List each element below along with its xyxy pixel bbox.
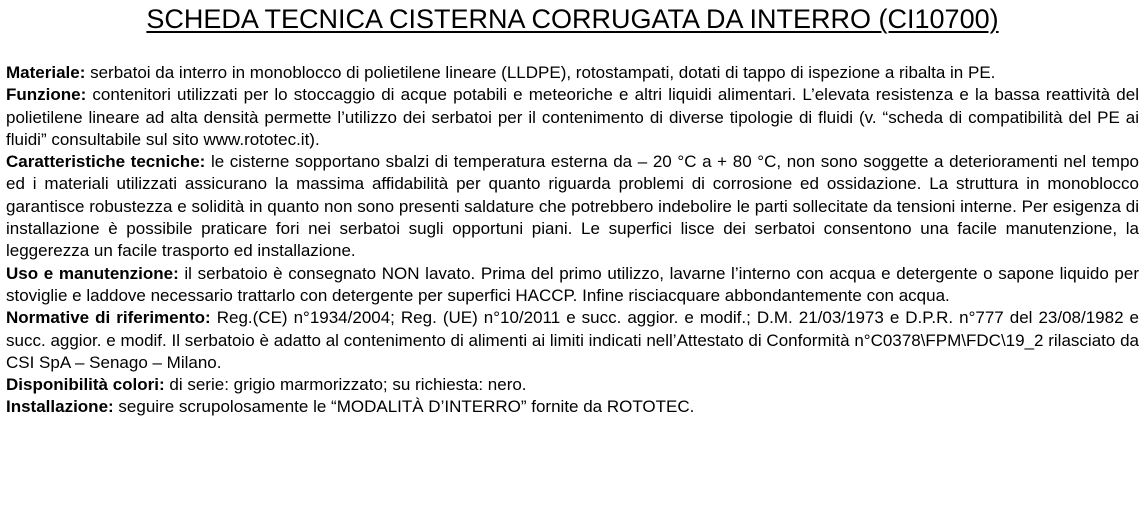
- section-label: Funzione:: [6, 85, 87, 105]
- section-label: Installazione:: [6, 397, 114, 417]
- section-normative-di-riferimento: [6, 307, 1139, 374]
- section-text: il serbatoio è consegnato NON lavato. Prima del primo utilizzo, lavarne l’interno con acqua e detergente o sapone liquido per stoviglie e laddove necessario trattarlo con detergente per superfici HACCP. Infine risciacquare abbondantemente con acqua.: [6, 263, 1140, 305]
- section-caratteristiche-tecniche: [6, 151, 1139, 262]
- section-funzione: [6, 84, 1139, 151]
- section-text: Reg.(CE) n°1934/2004; Reg. (UE) n°10/2011 e succ. aggior. e modif.; D.M. 21/03/1973 e D.P.R. n°777 del 23/08/1982 e succ. aggior. e modif. Il serbatoio è adatto al contenimento di alimenti ai limiti indicati nell’Attestato di Conformità n°C0378\FPM\FDC\19_2 rilasciato da CSI SpA – Senago – Milano.: [6, 308, 1139, 372]
- section-label: Normative di riferimento:: [6, 308, 211, 328]
- document-body: [6, 62, 1139, 419]
- section-installazione: [6, 396, 1139, 418]
- section-label: Disponibilità colori:: [6, 375, 165, 395]
- section-disponibilita-colori: [6, 374, 1139, 396]
- section-label: Caratteristiche tecniche:: [6, 152, 206, 172]
- section-label: Materiale:: [6, 63, 86, 82]
- document-title: SCHEDA TECNICA CISTERNA CORRUGATA DA INTERRO (CI10700): [146, 4, 999, 34]
- section-text: serbatoi da interro in monoblocco di polietilene lineare (LLDPE), rotostampati, dotati di tappo di ispezione a ribalta in PE.: [85, 63, 996, 82]
- section-text: contenitori utilizzati per lo stoccaggio di acque potabili e meteoriche e altri liquidi alimentari. L’elevata resistenza e la bassa reattività del polietilene lineare ad alta densità permette l’utilizzo dei serbatoi per il contenimento di diverse tipologie di fluidi (v. “scheda di compatibilità del PE ai fluidi” consultabile sul sito www.rototec.it).: [6, 85, 1139, 149]
- section-label: Uso e manutenzione:: [6, 263, 179, 283]
- section-text: seguire scrupolosamente le “MODALITÀ D’INTERRO” fornite da ROTOTEC.: [113, 397, 695, 417]
- section-text: di serie: grigio marmorizzato; su richiesta: nero.: [164, 375, 527, 395]
- section-text: le cisterne sopportano sbalzi di temperatura esterna da – 20 °C a + 80 °C, non sono soggette a deterioramenti nel tempo ed i materiali utilizzati assicurano la massima affidabilità per quanto riguarda problemi di corrosione ed ossidazione. La struttura in monoblocco garantisce robustezza e solidità in quanto non sono presenti saldature che potrebbero indebolire le parti sollecitate da tensioni interne. Per esigenza di installazione è possibile praticare fori nei serbatoi sugli opportuni piani. Le superfici lisce dei serbatoi consentono una facile manutenzione, la leggerezza un facile trasporto ed installazione.: [6, 152, 1139, 261]
- section-materiale: [6, 62, 1139, 84]
- section-uso-e-manutenzione: [6, 263, 1139, 308]
